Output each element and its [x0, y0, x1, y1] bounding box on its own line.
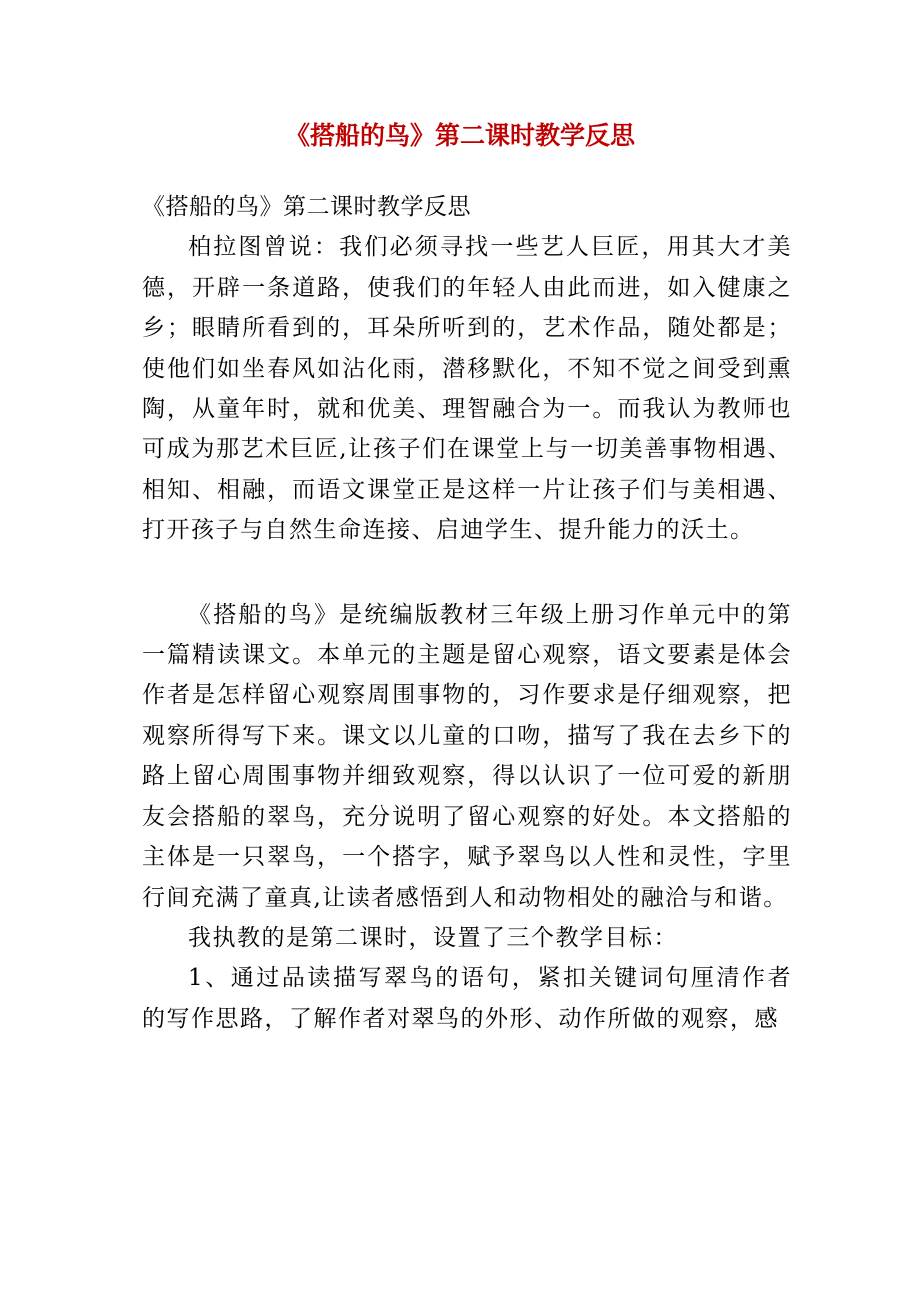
- paragraph-plato-quote: 柏拉图曾说：我们必须寻找一些艺人巨匠，用其大才美德，开辟一条道路，使我们的年轻人由此而进，如入健康之乡；眼睛所看到的，耳朵所听到的，艺术作品，随处都是；使他们如坐春风如沾化雨，潜移默化，不知不觉之间受到熏陶，从童年时，就和优美、理智融合为一。而我认为教师也可成为那艺术巨匠,让孩子们在课堂上与一切美善事物相遇、相知、相融，而语文课堂正是这样一片让孩子们与美相遇、打开孩子与自然生命连接、启迪学生、提升能力的沃土。: [142, 234, 792, 544]
- document-subtitle: 《搭船的鸟》第二课时教学反思: [142, 194, 471, 220]
- document-body: [142, 187, 792, 1039]
- paragraph-goal-one: 1、通过品读描写翠鸟的语句，紧扣关键词句厘清作者的写作思路，了解作者对翠鸟的外形、动作所做的观察，感: [142, 965, 792, 1032]
- document-title: 《搭船的鸟》第二课时教学反思: [284, 121, 635, 150]
- paragraph-text-analysis: 《搭船的鸟》是统编版教材三年级上册习作单元中的第一篇精读课文。本单元的主题是留心观察，语文要素是体会作者是怎样留心观察周围事物的，习作要求是仔细观察，把观察所得写下来。课文以儿童的口吻，描写了我在去乡下的路上留心周围事物并细致观察，得以认识了一位可爱的新朋友会搭船的翠鸟，充分说明了留心观察的好处。本文搭船的主体是一只翠鸟，一个搭字，赋予翠鸟以人性和灵性，字里行间充满了童真,让读者感悟到人和动物相处的融洽与和谐。: [142, 601, 792, 911]
- paragraph-teaching-goals-intro: 我执教的是第二课时，设置了三个教学目标：: [188, 924, 678, 951]
